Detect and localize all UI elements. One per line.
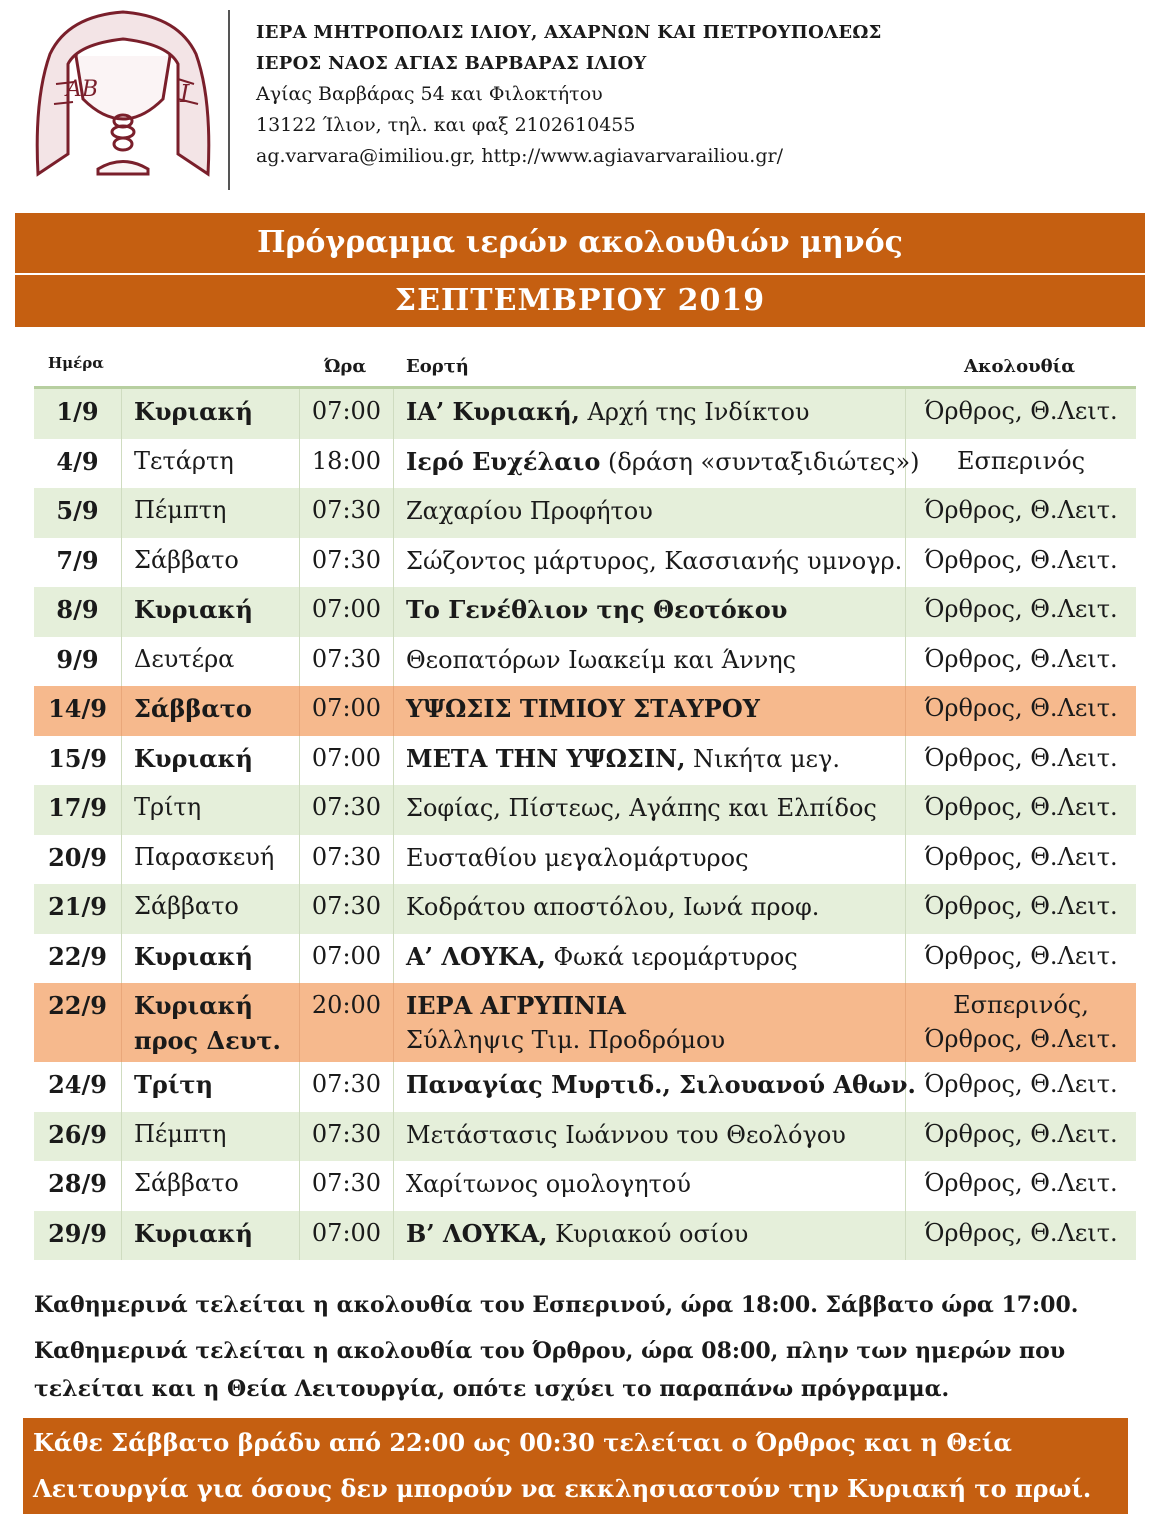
schedule-table — [34, 389, 1136, 1260]
table-row-highlight — [34, 686, 1136, 736]
row-service: Όρθρος, Θ.Λειτ. — [924, 397, 1118, 425]
row-service: Όρθρος, Θ.Λειτ. — [924, 793, 1118, 821]
table-row — [34, 785, 1136, 835]
row-day: Πέμπτη — [122, 488, 300, 538]
schedule-title: Πρόγραμμα ιερών ακολουθιών μηνός — [15, 213, 1145, 273]
row-day: Τρίτη — [122, 785, 300, 835]
row-date: 21/9 — [34, 884, 122, 934]
row-time: 07:30 — [300, 1161, 394, 1211]
row-service: Όρθρος, Θ.Λειτ. — [924, 644, 1118, 673]
header-day: Ημέρα — [48, 354, 104, 372]
row-service: Όρθρος, Θ.Λειτ. — [924, 892, 1118, 920]
table-row — [34, 637, 1136, 687]
row-date: 1/9 — [34, 389, 122, 439]
table-row — [34, 1062, 1136, 1112]
row-day: Σάββατο — [122, 686, 300, 736]
row-time: 07:30 — [300, 835, 394, 885]
row-time: 07:30 — [300, 785, 394, 835]
row-feast: Ιερό Ευχέλαιο (δράση «συνταξιδιώτες») — [394, 439, 906, 489]
city-phone-line: 13122 Ίλιον, τηλ. και φαξ 2102610455 — [256, 114, 636, 136]
row-day: Σάββατο — [122, 1161, 300, 1211]
row-date: 7/9 — [34, 538, 122, 588]
row-day: Κυριακή — [122, 736, 300, 786]
row-time: 07:00 — [300, 587, 394, 637]
row-day: Κυριακή — [122, 934, 300, 984]
row-time: 20:00 — [300, 983, 394, 1062]
row-day: Κυριακή — [122, 389, 300, 439]
row-day: Κυριακή — [122, 1211, 300, 1261]
row-time: 07:00 — [300, 736, 394, 786]
table-row — [34, 884, 1136, 934]
row-date: 20/9 — [34, 835, 122, 885]
table-row — [34, 1211, 1136, 1261]
row-day: Δευτέρα — [122, 637, 300, 687]
table-row — [34, 1112, 1136, 1162]
row-time: 07:30 — [300, 637, 394, 687]
row-feast: Σώζοντος μάρτυρος, Κασσιανής υμνογρ. — [394, 538, 906, 588]
row-date: 22/9 — [34, 934, 122, 984]
header-feast: Εορτή — [406, 356, 469, 377]
header — [0, 0, 1159, 200]
row-date: 24/9 — [34, 1062, 122, 1112]
row-day: Τρίτη — [122, 1062, 300, 1112]
row-time: 07:30 — [300, 488, 394, 538]
row-time: 07:00 — [300, 389, 394, 439]
row-service: Όρθρος, Θ.Λειτ. — [924, 941, 1118, 970]
row-time: 07:30 — [300, 1062, 394, 1112]
row-date: 22/9 — [34, 983, 122, 1062]
row-date: 8/9 — [34, 587, 122, 637]
row-service: Όρθρος, Θ.Λειτ. — [924, 545, 1118, 574]
row-time: 07:30 — [300, 538, 394, 588]
church-name: ΙΕΡΟΣ ΝΑΟΣ ΑΓΙΑΣ ΒΑΡΒΑΡΑΣ ΙΛΙΟΥ — [256, 53, 647, 74]
row-feast: Α’ ΛΟΥΚΑ, Φωκά ιερομάρτυρος — [394, 934, 906, 984]
row-service: Όρθρος, Θ.Λειτ. — [924, 1169, 1118, 1197]
contact-line: ag.varvara@imiliou.gr, http://www.agiavarvarailiou.gr/ — [256, 145, 783, 167]
row-date: 26/9 — [34, 1112, 122, 1162]
row-day: Παρασκευή — [122, 835, 300, 885]
row-feast: ΙΑ’ Κυριακή, Αρχή της Ινδίκτου — [394, 389, 906, 439]
row-service: Όρθρος, Θ.Λειτ. — [924, 842, 1118, 871]
row-feast: Χαρίτωνος ομολογητού — [394, 1161, 906, 1211]
row-feast: Ευσταθίου μεγαλομάρτυρος — [394, 835, 906, 885]
row-time: 18:00 — [300, 439, 394, 489]
header-divider — [228, 10, 230, 190]
header-service: Ακολουθία — [964, 356, 1076, 377]
table-row — [34, 439, 1136, 489]
row-day: Σάββατο — [122, 884, 300, 934]
row-feast: Σοφίας, Πίστεως, Αγάπης και Ελπίδος — [394, 785, 906, 835]
svg-text:Ι: Ι — [180, 80, 190, 108]
row-date: 9/9 — [34, 637, 122, 687]
table-row — [34, 488, 1136, 538]
row-service: Όρθρος, Θ.Λειτ. — [924, 496, 1118, 524]
row-feast: Θεοπατόρων Ιωακείμ και Άννης — [394, 637, 906, 687]
row-date: 14/9 — [34, 686, 122, 736]
row-service: Όρθρος, Θ.Λειτ. — [924, 1218, 1118, 1247]
row-feast: ΙΕΡΑ ΑΓΡΥΠΝΙΑ Σύλληψις Τιμ. Προδρόμου — [394, 983, 906, 1062]
row-service: Όρθρος, Θ.Λειτ. — [924, 1070, 1118, 1098]
header-time: Ώρα — [324, 356, 367, 377]
table-row — [34, 1161, 1136, 1211]
row-date: 5/9 — [34, 488, 122, 538]
table-row — [34, 389, 1136, 439]
metropolis-name: ΙΕΡΑ ΜΗΤΡΟΠΟΛΙΣ ΙΛΙΟΥ, ΑΧΑΡΝΩΝ ΚΑΙ ΠΕΤΡΟΥΠΟΛΕΩΣ — [256, 22, 882, 43]
row-service: Όρθρος, Θ.Λειτ. — [924, 743, 1118, 772]
table-row — [34, 835, 1136, 885]
row-day: Κυριακή — [122, 587, 300, 637]
vespers-note: Καθημερινά τελείται η ακολουθία του Εσπερινού, ώρα 18:00. Σάββατο ώρα 17:00. — [34, 1292, 1079, 1318]
row-feast: ΥΨΩΣΙΣ ΤΙΜΙΟΥ ΣΤΑΥΡΟΥ — [394, 686, 906, 736]
row-time: 07:00 — [300, 934, 394, 984]
row-feast: Β’ ΛΟΥΚΑ, Κυριακού οσίου — [394, 1211, 906, 1261]
row-day: Σάββατο — [122, 538, 300, 588]
table-row — [34, 736, 1136, 786]
row-feast: Το Γενέθλιον της Θεοτόκου — [394, 587, 906, 637]
table-row-highlight — [34, 983, 1136, 1062]
row-service: Όρθρος, Θ.Λειτ. — [924, 595, 1118, 623]
address-line: Αγίας Βαρβάρας 54 και Φιλοκτήτου — [256, 83, 603, 105]
row-time: 07:00 — [300, 1211, 394, 1261]
schedule-month: ΣΕΠΤΕΜΒΡΙΟΥ 2019 — [15, 275, 1145, 327]
row-day: Πέμπτη — [122, 1112, 300, 1162]
row-date: 15/9 — [34, 736, 122, 786]
row-time: 07:30 — [300, 1112, 394, 1162]
table-row — [34, 587, 1136, 637]
row-feast: Παναγίας Μυρτιδ., Σιλουανού Αθων. — [394, 1062, 906, 1112]
row-time: 07:00 — [300, 686, 394, 736]
chalice-icon — [28, 4, 218, 186]
row-time: 07:30 — [300, 884, 394, 934]
table-row — [34, 538, 1136, 588]
row-date: 4/9 — [34, 439, 122, 489]
row-feast: Κοδράτου αποστόλου, Ιωνά προφ. — [394, 884, 906, 934]
saturday-night-note: Κάθε Σάββατο βράδυ από 22:00 ως 00:30 τελείται ο Όρθρος και η Θεία Λειτουργία για όσους δεν μπορούν να εκκλησιαστούν την Κυριακή το πρωί. — [23, 1418, 1128, 1514]
row-date: 17/9 — [34, 785, 122, 835]
row-feast: ΜΕΤΑ ΤΗΝ ΥΨΩΣΙΝ, Νικήτα μεγ. — [394, 736, 906, 786]
row-day: Τετάρτη — [122, 439, 300, 489]
row-feast: Μετάστασις Ιωάννου του Θεολόγου — [394, 1112, 906, 1162]
row-feast: Ζαχαρίου Προφήτου — [394, 488, 906, 538]
table-header — [34, 350, 1136, 386]
table-row — [34, 934, 1136, 984]
row-service: Όρθρος, Θ.Λειτ. — [924, 1119, 1118, 1148]
row-day: Κυριακή προς Δευτ. — [122, 983, 300, 1062]
church-info — [256, 17, 882, 172]
row-service: Εσπερινός — [956, 446, 1086, 475]
svg-text:ΑΒ: ΑΒ — [66, 77, 99, 102]
row-date: 29/9 — [34, 1211, 122, 1261]
row-service: Εσπερινός, Όρθρος, Θ.Λειτ. — [924, 991, 1118, 1053]
matins-note: Καθημερινά τελείται η ακολουθία του Όρθρου, ώρα 08:00, πλην των ημερών που τελείται και η Θεία Λειτουργία, οπότε ισχύει το παραπάνω πρόγραμμα. — [34, 1338, 1066, 1402]
row-date: 28/9 — [34, 1161, 122, 1211]
row-service: Όρθρος, Θ.Λειτ. — [924, 694, 1118, 722]
